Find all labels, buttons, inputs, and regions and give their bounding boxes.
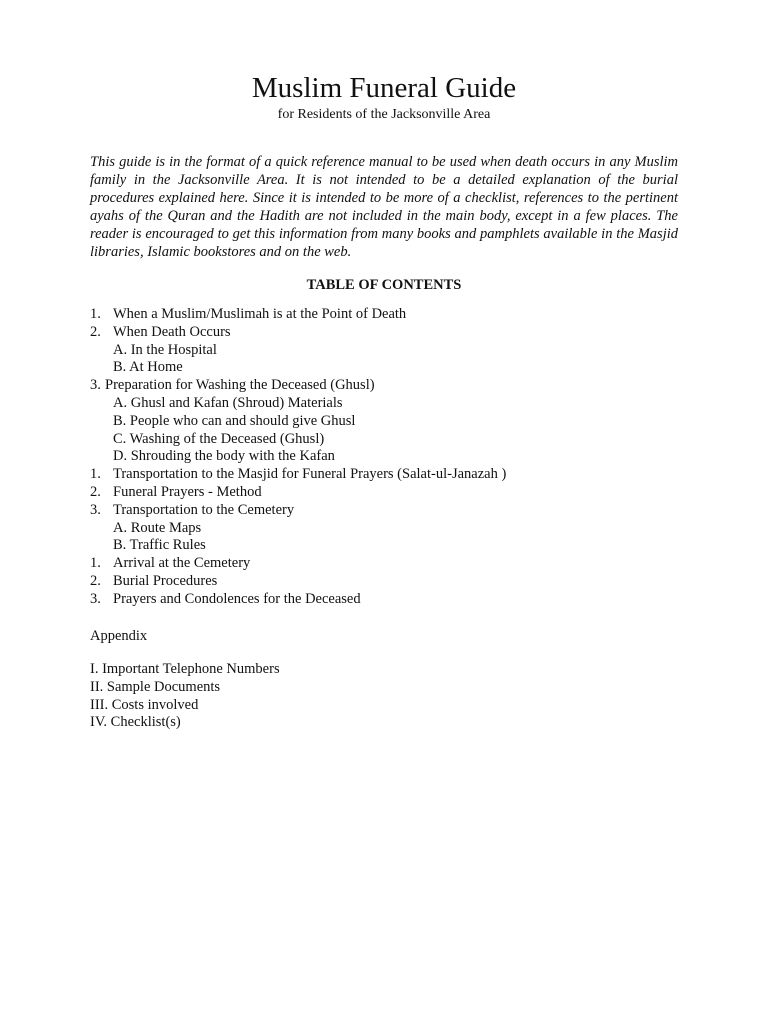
toc-subitem — [90, 431, 690, 449]
toc-subitem — [90, 342, 690, 360]
toc-item — [90, 484, 690, 502]
appendix-heading: Appendix — [90, 628, 148, 644]
toc-item — [90, 377, 690, 395]
toc-subitem — [90, 448, 690, 466]
toc-item — [90, 591, 690, 609]
toc-item-number: 3. — [90, 377, 101, 394]
appendix-item: I. Important Telephone Numbers — [90, 661, 280, 677]
toc-item — [90, 555, 690, 573]
toc-subitem-text: B. Traffic Rules — [113, 537, 206, 554]
toc-item-number: 3. — [90, 501, 101, 518]
toc-subitem — [90, 413, 690, 431]
toc-item — [90, 466, 690, 484]
intro-paragraph: This guide is in the format of a quick reference manual to be used when death occurs in any Muslim family in the Jacksonville Area. It is not intended to be a detailed explanation of the burial procedures explained here. Since it is intended to be more of a checklist, references to the pertinent ayahs of the Quran and the Hadith are not included in the main body, except in a few places. The reader is encouraged to get this information from many books and pamphlets available in the Masjid libraries, Islamic bookstores and on the web. — [90, 154, 678, 260]
toc-item — [90, 573, 690, 591]
toc-heading: TABLE OF CONTENTS — [306, 277, 462, 293]
toc-item-text: Transportation to the Cemetery — [113, 501, 295, 518]
toc-subitem-text: D. Shrouding the body with the Kafan — [113, 448, 335, 465]
toc-item-text: Prayers and Condolences for the Deceased — [113, 590, 361, 607]
toc-item-text: Preparation for Washing the Deceased (Ghusl) — [105, 377, 375, 394]
appendix-item: III. Costs involved — [90, 696, 199, 713]
toc-item-text: Burial Procedures — [113, 572, 218, 589]
toc-item-text: Funeral Prayers - Method — [113, 483, 262, 500]
document-subtitle: for Residents of the Jacksonville Area — [277, 107, 491, 122]
toc-subitem-text: A. Route Maps — [113, 519, 202, 536]
toc-item-number: 1. — [90, 306, 101, 322]
appendix-item: II. Sample Documents — [90, 678, 221, 695]
toc-subitem — [90, 520, 690, 538]
toc-subitem-text: B. At Home — [113, 359, 183, 376]
toc-item-number: 1. — [90, 555, 101, 572]
appendix-list — [90, 661, 280, 732]
toc-item-number: 2. — [90, 572, 101, 589]
toc-item — [90, 324, 690, 342]
toc-item-text: Arrival at the Cemetery — [113, 555, 251, 572]
toc-subitem — [90, 537, 690, 555]
toc-item-text: Transportation to the Masjid for Funeral Prayers (Salat-ul-Janazah ) — [113, 466, 507, 483]
toc-item-number: 1. — [90, 466, 101, 483]
toc-item — [90, 306, 690, 324]
toc-subitem-text: C. Washing of the Deceased (Ghusl) — [113, 430, 325, 447]
toc-item-number: 2. — [90, 483, 101, 500]
toc-item-number: 2. — [90, 323, 101, 340]
toc-subitem — [90, 359, 690, 377]
table-of-contents — [90, 306, 690, 609]
toc-item-number: 3. — [90, 590, 101, 607]
toc-item — [90, 502, 690, 520]
document-title: Muslim Funeral Guide — [251, 72, 517, 104]
appendix-item: IV. Checklist(s) — [90, 714, 181, 731]
toc-item-text: When a Muslim/Muslimah is at the Point of Death — [113, 306, 407, 322]
toc-subitem-text: A. In the Hospital — [113, 341, 217, 358]
toc-subitem-text: A. Ghusl and Kafan (Shroud) Materials — [113, 394, 343, 411]
toc-item-text: When Death Occurs — [113, 323, 231, 340]
toc-subitem — [90, 395, 690, 413]
toc-subitem-text: B. People who can and should give Ghusl — [113, 412, 356, 429]
